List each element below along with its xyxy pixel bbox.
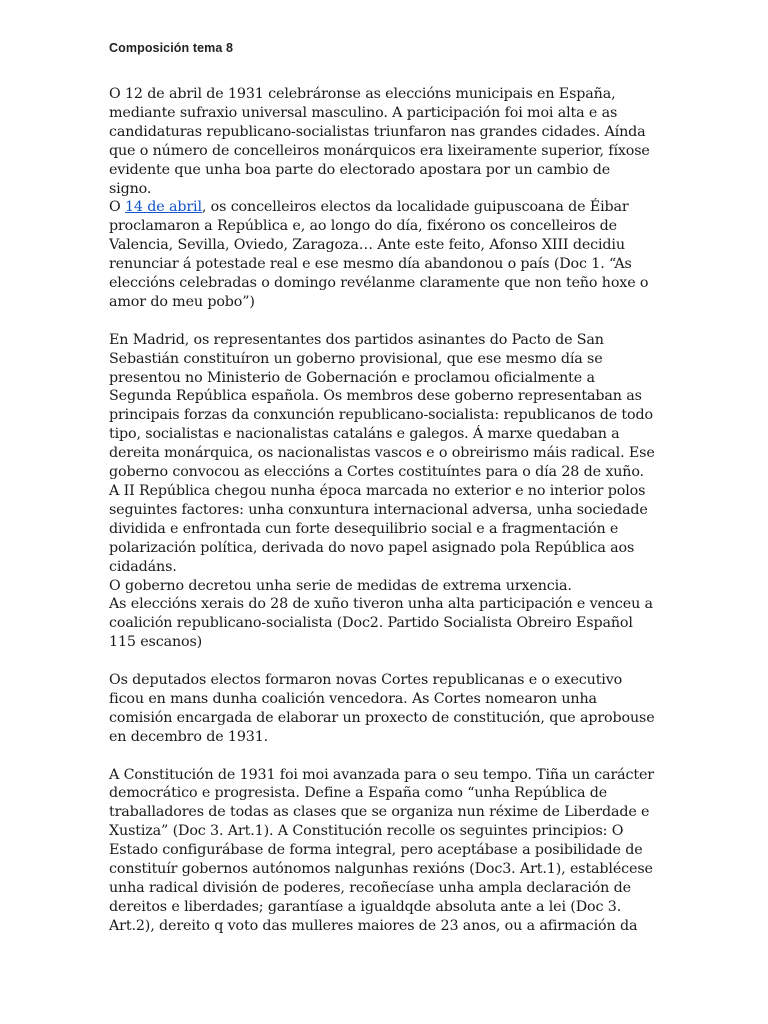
date-link[interactable]: 14 de abril: [124, 199, 202, 216]
text-line: proclamaron a República e, ao longo do día, fixérono os concelleiros de: [109, 218, 617, 235]
text-line: que o número de concelleiros monárquicos era lixeiramente superior, fíxose: [109, 142, 650, 159]
text-line-with-link: [109, 198, 669, 217]
paragraph-1: [109, 85, 669, 198]
text-line: cidadáns.: [109, 558, 177, 575]
text-line: dereita monárquica, os nacionalistas vascos e o obreirismo máis radical. Ese: [109, 445, 655, 462]
paragraph-spacer: [109, 747, 669, 766]
text-line: eleccións celebradas o domingo revélanme claramente que non teño hoxe o: [109, 275, 649, 292]
text-line: Xustiza” (Doc 3. Art.1). A Constitución recolle os seguintes principios: O: [109, 823, 624, 840]
text-line: Os deputados electos formaron novas Cortes republicanas e o executivo: [109, 672, 623, 689]
paragraph-spacer: [109, 312, 669, 331]
text-line: ficou en mans dunha coalición vencedora. As Cortes nomearon unha: [109, 690, 597, 707]
text-line: seguintes factores: unha conxuntura internacional adversa, unha sociedade: [109, 501, 648, 518]
paragraph-2: [109, 198, 669, 311]
text-line: polarización política, derivada do novo papel asignado pola República aos: [109, 539, 635, 556]
text-line: A II República chegou nunha época marcada no exterior e no interior polos: [109, 483, 646, 500]
text-line: amor do meu pobo”): [109, 293, 255, 310]
paragraph-3: [109, 331, 669, 652]
text-line: 115 escanos): [109, 634, 203, 651]
text-line: En Madrid, os representantes dos partidos asinantes do Pacto de San: [109, 331, 604, 348]
text-line: Sebastián constituíron un goberno provisional, que ese mesmo día se: [109, 350, 603, 367]
text-line: dividida e enfrontada cun forte desequilibrio social e a fragmentación e: [109, 520, 619, 537]
text-line: en decembro de 1931.: [109, 728, 269, 745]
text-line: A Constitución de 1931 foi moi avanzada para o seu tempo. Tiña un carácter: [109, 766, 654, 783]
paragraph-5: [109, 766, 669, 936]
text-line: constituír gobernos autónomos nalgunhas rexións (Doc3. Art.1), establécese: [109, 861, 653, 878]
text-line: Valencia, Sevilla, Oviedo, Zaragoza… Ante este feito, Afonso XIII decidiu: [109, 237, 625, 254]
text-line: candidaturas republicano-socialistas triunfaron nas grandes cidades. Aínda: [109, 123, 646, 140]
text-line: comisión encargada de elaborar un proxecto de constitución, que aprobouse: [109, 709, 655, 726]
text-line: coalición republicano-socialista (Doc2. Partido Socialista Obreiro Español: [109, 615, 633, 632]
text-line: signo.: [109, 180, 152, 197]
text-line: As eleccións xerais do 28 de xuño tiveron unha alta participación e venceu a: [109, 596, 653, 613]
text-line: goberno convocou as eleccións a Cortes costituíntes para o día 28 de xuño.: [109, 464, 644, 481]
text-line: traballadores de todas as clases que se organiza nun réxime de Liberdade e: [109, 804, 650, 821]
text-line: O goberno decretou unha serie de medidas de extrema urxencia.: [109, 577, 572, 594]
text-line: evidente que unha boa parte do electorado apostara por un cambio de: [109, 161, 611, 178]
document-heading: Composición tema 8: [109, 41, 234, 55]
paragraph-4: [109, 671, 669, 747]
text-line: dereitos e liberdades; garantíase a igualdqde absoluta ante a lei (Doc 3.: [109, 898, 622, 915]
text-line: democrático e progresista. Define a España como “unha República de: [109, 785, 608, 802]
paragraph-spacer: [109, 652, 669, 671]
text-fragment: , os concelleiros electos da localidade guipuscoana de Éibar: [201, 199, 629, 216]
text-line: Segunda República española. Os membros dese goberno representaban as: [109, 388, 642, 405]
text-line: renunciar á potestade real e ese mesmo día abandonou o país (Doc 1. “As: [109, 256, 632, 273]
text-line: O 12 de abril de 1931 celebráronse as eleccións municipais en España,: [109, 86, 616, 102]
text-line: principais forzas da conxunción republicano-socialista: republicanos de todo: [109, 407, 653, 424]
text-line: Estado configurábase de forma integral, pero aceptábase a posibilidade de: [109, 842, 643, 859]
text-line: mediante sufraxio universal masculino. A participación foi moi alta e as: [109, 104, 618, 121]
text-line: unha radical división de poderes, recoñecíase unha ampla declaración de: [109, 880, 631, 897]
text-line: Art.2), dereito q voto das mulleres maiores de 23 anos, ou a afirmación da: [109, 917, 638, 934]
text-line: tipo, socialistas e nacionalistas cataláns e galegos. Á marxe quedaban a: [109, 426, 620, 443]
text-fragment: O: [109, 199, 125, 216]
document-body: [109, 85, 669, 936]
text-line: presentou no Ministerio de Gobernación e proclamou oficialmente a: [109, 369, 595, 386]
